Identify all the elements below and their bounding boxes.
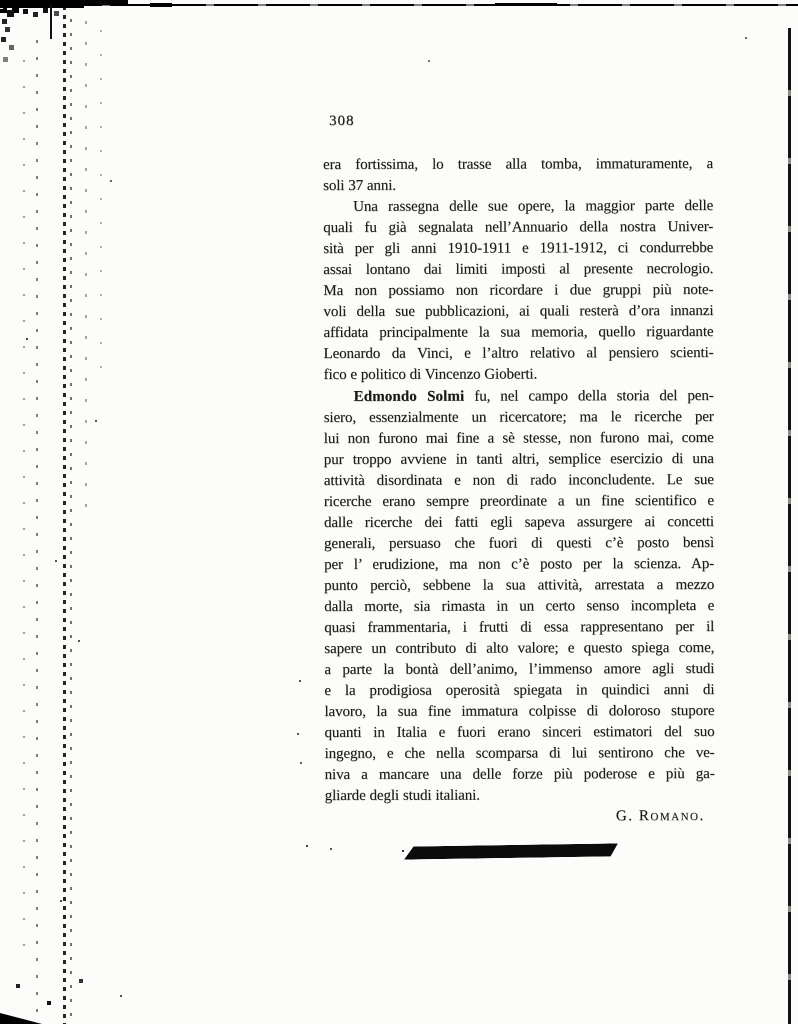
text-line: ricerche erano sempre preordinate a un fine scientifico e (323, 492, 714, 510)
text-line: quali fu già segnalata nell’Annuario della nostra Univer- (323, 219, 714, 237)
text-line: assai lontano dai limiti imposti al presente necrologio. (323, 261, 714, 279)
scan-artifact-short-vertical-line (50, 5, 52, 39)
text-line: dalla morte, sia rimasta in un certo senso incompleta e (324, 597, 715, 615)
scan-artifact-gutter-band-1 (63, 6, 66, 1024)
text-line: Ma non possiamo non ricordare i due gruppi più note- (323, 282, 714, 300)
text-line: sapere un contributo di alto valore; e questo spiega come, (324, 640, 715, 658)
text-line: per l’ erudizione, ma non c’è posto per la scienza. Ap- (324, 555, 715, 573)
text-line: Una rassegna delle sue opere, la maggior parte delle (353, 198, 714, 216)
scan-artifact-top-rule-blob (150, 3, 172, 7)
paragraph (324, 385, 715, 807)
text-line: a parte la bontà dell’animo, l’immenso amore agli studi (324, 661, 715, 679)
decorative-end-rule (404, 843, 618, 859)
text-line: affidata principalmente la sua memoria, quello riguardante (323, 324, 714, 342)
text-line: gliarde degli studi italiani. (324, 787, 480, 805)
text-line: soli 37 anni. (323, 177, 396, 195)
text-line: siero, essenzialmente un ricercatore; ma le ricerche per (323, 408, 714, 426)
scan-artifact-speckles (0, 0, 2, 2)
text-line: pur troppo avviene in tanti altri, semplice esercizio di una (323, 450, 714, 468)
text-line: generali, persuaso che fuori di questi c’è posto bensì (323, 534, 715, 552)
text-line: lui non furono mai fine a sè stesse, non furono mai, come (323, 429, 714, 447)
text-line: e la prodigiosa operosità spiegata in quindici anni di (324, 682, 715, 700)
scan-artifact-top-rule-blob-2 (495, 3, 557, 6)
scan-artifact-gutter-band-4 (23, 60, 25, 960)
paragraph (323, 154, 713, 197)
author-signature: G. Romano. (615, 808, 705, 825)
scan-artifact-topleft-speckles (0, 6, 3, 9)
scan-artifact-gutter-band-6 (100, 30, 102, 390)
text-line: era fortissima, lo trasse alla tomba, immaturamente, a (323, 155, 714, 173)
scan-artifact-top-rule-line (58, 4, 798, 6)
page-number: 308 (329, 113, 355, 129)
scan-artifact-right-edge-line (788, 28, 791, 1024)
text-line: Edmondo Solmi fu, nel campo della storia del pen- (353, 387, 714, 405)
text-line: voli della sue pubblicazioni, ai quali resterà d’ora innanzi (323, 303, 714, 321)
text-line: fico e politico di Vincenzo Gioberti. (323, 366, 538, 384)
text-line: attività disordinata e non di rado inconcludente. Le sue (323, 471, 714, 489)
scan-artifact-top-black-bar-2 (80, 0, 128, 5)
scan-artifact-gutter-band-2 (70, 0, 72, 1024)
text-line: quanti in Italia e fuori erano sinceri estimatori del suo (324, 724, 715, 742)
text-line: punto perciò, sebbene la sua attività, arrestata a mezzo (324, 576, 715, 594)
scan-artifact-top-black-bar (0, 0, 84, 8)
text-line: lavoro, la sua fine immatura colpisse di doloroso stupore (324, 703, 715, 721)
text-line: ingegno, e che nella scomparsa di lui sentirono che ve- (324, 745, 715, 763)
text-line: quasi frammentaria, i frutti di essa rappresentano per il (324, 619, 715, 637)
text-block (323, 154, 715, 829)
text-line: dalle ricerche dei fatti egli sapeva assurgere ai concetti (323, 513, 714, 531)
scan-artifact-bottom-corner-wedge (0, 1011, 42, 1024)
scan-artifact-gutter-band-5 (85, 0, 87, 520)
text-line: niva a mancare una delle forze più poderose e più ga- (324, 766, 715, 784)
text-line: Leonardo da Vinci, e l’altro relativo al pensiero scienti- (323, 345, 714, 363)
scan-artifact-gutter-band-3 (36, 40, 38, 1024)
text-line: sità per gli anni 1910-1911 e 1911-1912, ci condurrebbe (323, 240, 714, 258)
paragraph (323, 196, 713, 386)
